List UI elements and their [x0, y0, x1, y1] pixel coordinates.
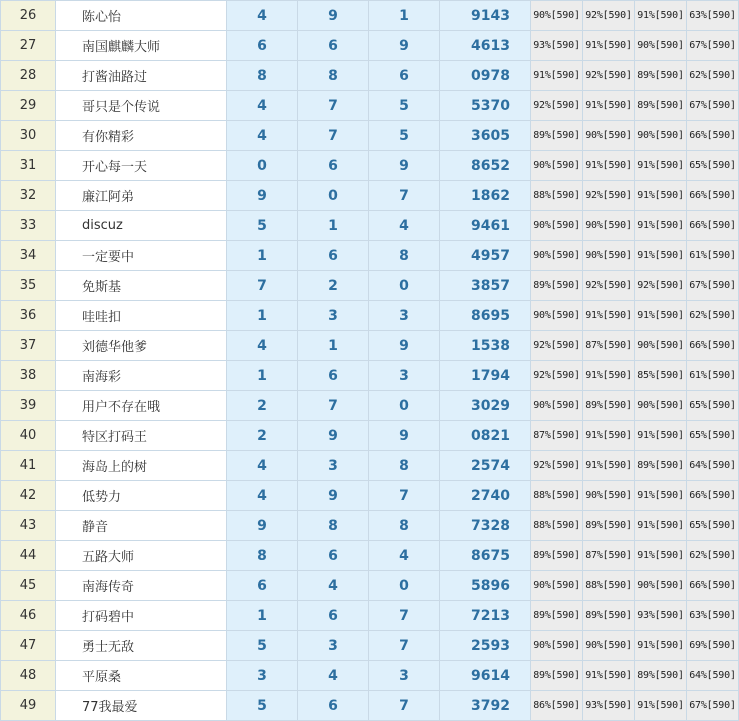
user-name-cell: 刘德华他爹: [56, 331, 227, 361]
percent-cell-3: 91%[590]: [635, 511, 687, 541]
digit-cell-2: 6: [298, 361, 369, 391]
rank-cell: 32: [1, 181, 56, 211]
digit-cell-3: 0: [369, 571, 440, 601]
percent-cell-4: 65%[590]: [687, 391, 739, 421]
percent-cell-1: 90%[590]: [531, 241, 583, 271]
user-name-cell: 哥只是个传说: [56, 91, 227, 121]
user-name-cell: 海岛上的树: [56, 451, 227, 481]
digit-cell-3: 9: [369, 331, 440, 361]
user-name-cell: 低势力: [56, 481, 227, 511]
rank-cell: 43: [1, 511, 56, 541]
percent-cell-3: 90%[590]: [635, 331, 687, 361]
number-cell: 4613: [440, 31, 531, 61]
table-row: [1, 331, 739, 361]
digit-cell-1: 3: [227, 661, 298, 691]
percent-cell-1: 90%[590]: [531, 211, 583, 241]
rank-cell: 45: [1, 571, 56, 601]
rank-cell: 38: [1, 361, 56, 391]
rank-cell: 31: [1, 151, 56, 181]
number-cell: 3792: [440, 691, 531, 721]
percent-cell-2: 87%[590]: [583, 331, 635, 361]
digit-cell-1: 5: [227, 211, 298, 241]
number-cell: 2740: [440, 481, 531, 511]
digit-cell-1: 8: [227, 541, 298, 571]
table-row: [1, 541, 739, 571]
digit-cell-3: 3: [369, 301, 440, 331]
digit-cell-1: 1: [227, 301, 298, 331]
percent-cell-2: 90%[590]: [583, 481, 635, 511]
percent-cell-2: 91%[590]: [583, 421, 635, 451]
percent-cell-3: 89%[590]: [635, 661, 687, 691]
user-name-cell: 平原桑: [56, 661, 227, 691]
table-row: [1, 391, 739, 421]
percent-cell-1: 92%[590]: [531, 331, 583, 361]
percent-cell-4: 63%[590]: [687, 601, 739, 631]
percent-cell-4: 66%[590]: [687, 571, 739, 601]
digit-cell-2: 7: [298, 121, 369, 151]
digit-cell-2: 7: [298, 391, 369, 421]
table-row: [1, 91, 739, 121]
digit-cell-2: 8: [298, 61, 369, 91]
user-name-cell: 勇士无敌: [56, 631, 227, 661]
rank-cell: 37: [1, 331, 56, 361]
digit-cell-2: 3: [298, 301, 369, 331]
digit-cell-2: 9: [298, 481, 369, 511]
rank-cell: 44: [1, 541, 56, 571]
rank-cell: 33: [1, 211, 56, 241]
user-name-cell: 南海传奇: [56, 571, 227, 601]
percent-cell-2: 92%[590]: [583, 1, 635, 31]
percent-cell-3: 91%[590]: [635, 1, 687, 31]
user-name-cell: 哇哇扣: [56, 301, 227, 331]
percent-cell-1: 90%[590]: [531, 151, 583, 181]
percent-cell-2: 89%[590]: [583, 511, 635, 541]
digit-cell-2: 3: [298, 631, 369, 661]
digit-cell-3: 9: [369, 421, 440, 451]
percent-cell-2: 89%[590]: [583, 601, 635, 631]
percent-cell-1: 86%[590]: [531, 691, 583, 721]
percent-cell-4: 69%[590]: [687, 631, 739, 661]
percent-cell-2: 90%[590]: [583, 241, 635, 271]
percent-cell-2: 92%[590]: [583, 271, 635, 301]
digit-cell-2: 4: [298, 571, 369, 601]
percent-cell-4: 64%[590]: [687, 661, 739, 691]
digit-cell-1: 4: [227, 121, 298, 151]
number-cell: 9143: [440, 1, 531, 31]
table-row: [1, 361, 739, 391]
number-cell: 1794: [440, 361, 531, 391]
number-cell: 7328: [440, 511, 531, 541]
digit-cell-1: 9: [227, 511, 298, 541]
percent-cell-2: 90%[590]: [583, 631, 635, 661]
percent-cell-1: 89%[590]: [531, 541, 583, 571]
percent-cell-2: 91%[590]: [583, 361, 635, 391]
percent-cell-3: 89%[590]: [635, 91, 687, 121]
digit-cell-2: 6: [298, 31, 369, 61]
percent-cell-3: 91%[590]: [635, 631, 687, 661]
percent-cell-3: 91%[590]: [635, 151, 687, 181]
digit-cell-3: 7: [369, 691, 440, 721]
number-cell: 3605: [440, 121, 531, 151]
percent-cell-3: 90%[590]: [635, 571, 687, 601]
number-cell: 5896: [440, 571, 531, 601]
rank-cell: 30: [1, 121, 56, 151]
digit-cell-2: 7: [298, 91, 369, 121]
percent-cell-4: 66%[590]: [687, 211, 739, 241]
percent-cell-1: 91%[590]: [531, 61, 583, 91]
percent-cell-1: 92%[590]: [531, 91, 583, 121]
percent-cell-1: 90%[590]: [531, 1, 583, 31]
percent-cell-2: 91%[590]: [583, 451, 635, 481]
user-name-cell: discuz: [56, 211, 227, 241]
digit-cell-1: 5: [227, 631, 298, 661]
percent-cell-1: 90%[590]: [531, 571, 583, 601]
digit-cell-3: 8: [369, 511, 440, 541]
table-row: [1, 631, 739, 661]
user-name-cell: 打酱油路过: [56, 61, 227, 91]
percent-cell-4: 65%[590]: [687, 511, 739, 541]
number-cell: 8675: [440, 541, 531, 571]
percent-cell-3: 89%[590]: [635, 451, 687, 481]
table-row: [1, 31, 739, 61]
user-name-cell: 一定要中: [56, 241, 227, 271]
digit-cell-3: 3: [369, 661, 440, 691]
rank-cell: 46: [1, 601, 56, 631]
digit-cell-2: 2: [298, 271, 369, 301]
user-name-cell: 南国麒麟大师: [56, 31, 227, 61]
percent-cell-2: 91%[590]: [583, 301, 635, 331]
percent-cell-1: 88%[590]: [531, 481, 583, 511]
digit-cell-3: 7: [369, 181, 440, 211]
percent-cell-4: 67%[590]: [687, 691, 739, 721]
number-cell: 3029: [440, 391, 531, 421]
digit-cell-1: 0: [227, 151, 298, 181]
digit-cell-2: 1: [298, 211, 369, 241]
digit-cell-3: 1: [369, 1, 440, 31]
percent-cell-3: 90%[590]: [635, 31, 687, 61]
digit-cell-2: 6: [298, 601, 369, 631]
digit-cell-1: 2: [227, 391, 298, 421]
digit-cell-3: 0: [369, 271, 440, 301]
rank-cell: 49: [1, 691, 56, 721]
digit-cell-1: 1: [227, 601, 298, 631]
table-row: [1, 571, 739, 601]
rank-cell: 47: [1, 631, 56, 661]
digit-cell-2: 8: [298, 511, 369, 541]
percent-cell-2: 89%[590]: [583, 391, 635, 421]
percent-cell-3: 91%[590]: [635, 691, 687, 721]
percent-cell-4: 66%[590]: [687, 121, 739, 151]
percent-cell-2: 92%[590]: [583, 181, 635, 211]
percent-cell-3: 89%[590]: [635, 61, 687, 91]
digit-cell-1: 1: [227, 241, 298, 271]
number-cell: 1862: [440, 181, 531, 211]
digit-cell-3: 7: [369, 601, 440, 631]
rank-cell: 26: [1, 1, 56, 31]
user-name-cell: 五路大师: [56, 541, 227, 571]
percent-cell-2: 90%[590]: [583, 211, 635, 241]
user-name-cell: 陈心怡: [56, 1, 227, 31]
digit-cell-1: 5: [227, 691, 298, 721]
digit-cell-2: 9: [298, 1, 369, 31]
digit-cell-1: 6: [227, 571, 298, 601]
number-cell: 5370: [440, 91, 531, 121]
digit-cell-3: 4: [369, 211, 440, 241]
digit-cell-3: 3: [369, 361, 440, 391]
percent-cell-4: 65%[590]: [687, 421, 739, 451]
digit-cell-1: 2: [227, 421, 298, 451]
table-row: [1, 181, 739, 211]
digit-cell-3: 4: [369, 541, 440, 571]
number-cell: 7213: [440, 601, 531, 631]
digit-cell-2: 4: [298, 661, 369, 691]
percent-cell-1: 88%[590]: [531, 181, 583, 211]
percent-cell-3: 91%[590]: [635, 211, 687, 241]
rank-cell: 28: [1, 61, 56, 91]
user-name-cell: 静音: [56, 511, 227, 541]
number-cell: 8652: [440, 151, 531, 181]
percent-cell-2: 87%[590]: [583, 541, 635, 571]
percent-cell-1: 90%[590]: [531, 631, 583, 661]
number-cell: 3857: [440, 271, 531, 301]
rank-cell: 36: [1, 301, 56, 331]
percent-cell-1: 88%[590]: [531, 511, 583, 541]
percent-cell-2: 88%[590]: [583, 571, 635, 601]
percent-cell-4: 62%[590]: [687, 301, 739, 331]
digit-cell-1: 1: [227, 361, 298, 391]
digit-cell-2: 1: [298, 331, 369, 361]
digit-cell-2: 0: [298, 181, 369, 211]
number-cell: 2574: [440, 451, 531, 481]
percent-cell-2: 92%[590]: [583, 61, 635, 91]
table-row: [1, 481, 739, 511]
percent-cell-1: 92%[590]: [531, 451, 583, 481]
digit-cell-3: 9: [369, 31, 440, 61]
percent-cell-4: 66%[590]: [687, 481, 739, 511]
number-cell: 1538: [440, 331, 531, 361]
digit-cell-1: 7: [227, 271, 298, 301]
percent-cell-1: 90%[590]: [531, 301, 583, 331]
digit-cell-3: 5: [369, 121, 440, 151]
digit-cell-3: 8: [369, 241, 440, 271]
digit-cell-1: 4: [227, 451, 298, 481]
percent-cell-2: 91%[590]: [583, 91, 635, 121]
percent-cell-4: 62%[590]: [687, 541, 739, 571]
rank-cell: 34: [1, 241, 56, 271]
ranking-table-body: [1, 1, 739, 721]
percent-cell-4: 62%[590]: [687, 61, 739, 91]
digit-cell-3: 9: [369, 151, 440, 181]
number-cell: 8695: [440, 301, 531, 331]
percent-cell-3: 91%[590]: [635, 541, 687, 571]
number-cell: 9461: [440, 211, 531, 241]
percent-cell-3: 85%[590]: [635, 361, 687, 391]
digit-cell-3: 7: [369, 481, 440, 511]
digit-cell-2: 6: [298, 241, 369, 271]
digit-cell-1: 4: [227, 1, 298, 31]
table-row: [1, 421, 739, 451]
user-name-cell: 廉江阿弟: [56, 181, 227, 211]
user-name-cell: 免斯基: [56, 271, 227, 301]
number-cell: 0821: [440, 421, 531, 451]
number-cell: 4957: [440, 241, 531, 271]
percent-cell-4: 67%[590]: [687, 31, 739, 61]
rank-cell: 40: [1, 421, 56, 451]
table-row: [1, 511, 739, 541]
number-cell: 2593: [440, 631, 531, 661]
percent-cell-3: 91%[590]: [635, 241, 687, 271]
digit-cell-3: 7: [369, 631, 440, 661]
table-row: [1, 271, 739, 301]
percent-cell-4: 63%[590]: [687, 1, 739, 31]
table-row: [1, 211, 739, 241]
table-row: [1, 661, 739, 691]
digit-cell-1: 6: [227, 31, 298, 61]
percent-cell-4: 67%[590]: [687, 91, 739, 121]
percent-cell-3: 91%[590]: [635, 421, 687, 451]
user-name-cell: 南海彩: [56, 361, 227, 391]
percent-cell-1: 90%[590]: [531, 391, 583, 421]
rank-cell: 29: [1, 91, 56, 121]
percent-cell-4: 61%[590]: [687, 241, 739, 271]
percent-cell-1: 89%[590]: [531, 271, 583, 301]
digit-cell-3: 6: [369, 61, 440, 91]
digit-cell-2: 3: [298, 451, 369, 481]
table-row: [1, 451, 739, 481]
percent-cell-1: 89%[590]: [531, 121, 583, 151]
digit-cell-3: 0: [369, 391, 440, 421]
rank-cell: 27: [1, 31, 56, 61]
percent-cell-1: 89%[590]: [531, 661, 583, 691]
digit-cell-2: 9: [298, 421, 369, 451]
rank-cell: 48: [1, 661, 56, 691]
table-row: [1, 301, 739, 331]
table-row: [1, 151, 739, 181]
user-name-cell: 打码碧中: [56, 601, 227, 631]
digit-cell-1: 8: [227, 61, 298, 91]
user-name-cell: 开心每一天: [56, 151, 227, 181]
digit-cell-2: 6: [298, 151, 369, 181]
digit-cell-1: 4: [227, 481, 298, 511]
percent-cell-4: 66%[590]: [687, 181, 739, 211]
percent-cell-3: 91%[590]: [635, 181, 687, 211]
percent-cell-3: 90%[590]: [635, 391, 687, 421]
digit-cell-1: 9: [227, 181, 298, 211]
table-row: [1, 601, 739, 631]
table-row: [1, 121, 739, 151]
user-name-cell: 77我最爱: [56, 691, 227, 721]
table-row: [1, 61, 739, 91]
percent-cell-3: 91%[590]: [635, 481, 687, 511]
percent-cell-3: 92%[590]: [635, 271, 687, 301]
percent-cell-1: 89%[590]: [531, 601, 583, 631]
rank-cell: 39: [1, 391, 56, 421]
percent-cell-3: 93%[590]: [635, 601, 687, 631]
digit-cell-1: 4: [227, 91, 298, 121]
table-row: [1, 1, 739, 31]
number-cell: 9614: [440, 661, 531, 691]
percent-cell-3: 91%[590]: [635, 301, 687, 331]
percent-cell-2: 91%[590]: [583, 31, 635, 61]
table-row: [1, 691, 739, 721]
digit-cell-2: 6: [298, 541, 369, 571]
rank-cell: 42: [1, 481, 56, 511]
percent-cell-4: 61%[590]: [687, 361, 739, 391]
percent-cell-4: 67%[590]: [687, 271, 739, 301]
rank-cell: 41: [1, 451, 56, 481]
table-row: [1, 241, 739, 271]
digit-cell-3: 8: [369, 451, 440, 481]
percent-cell-2: 91%[590]: [583, 151, 635, 181]
percent-cell-4: 65%[590]: [687, 151, 739, 181]
digit-cell-2: 6: [298, 691, 369, 721]
percent-cell-2: 90%[590]: [583, 121, 635, 151]
number-cell: 0978: [440, 61, 531, 91]
user-name-cell: 用户不存在哦: [56, 391, 227, 421]
percent-cell-1: 87%[590]: [531, 421, 583, 451]
percent-cell-3: 90%[590]: [635, 121, 687, 151]
percent-cell-4: 64%[590]: [687, 451, 739, 481]
percent-cell-4: 66%[590]: [687, 331, 739, 361]
digit-cell-3: 5: [369, 91, 440, 121]
percent-cell-2: 91%[590]: [583, 661, 635, 691]
percent-cell-1: 92%[590]: [531, 361, 583, 391]
percent-cell-1: 93%[590]: [531, 31, 583, 61]
user-name-cell: 特区打码王: [56, 421, 227, 451]
percent-cell-2: 93%[590]: [583, 691, 635, 721]
rank-cell: 35: [1, 271, 56, 301]
digit-cell-1: 4: [227, 331, 298, 361]
user-name-cell: 有你精彩: [56, 121, 227, 151]
